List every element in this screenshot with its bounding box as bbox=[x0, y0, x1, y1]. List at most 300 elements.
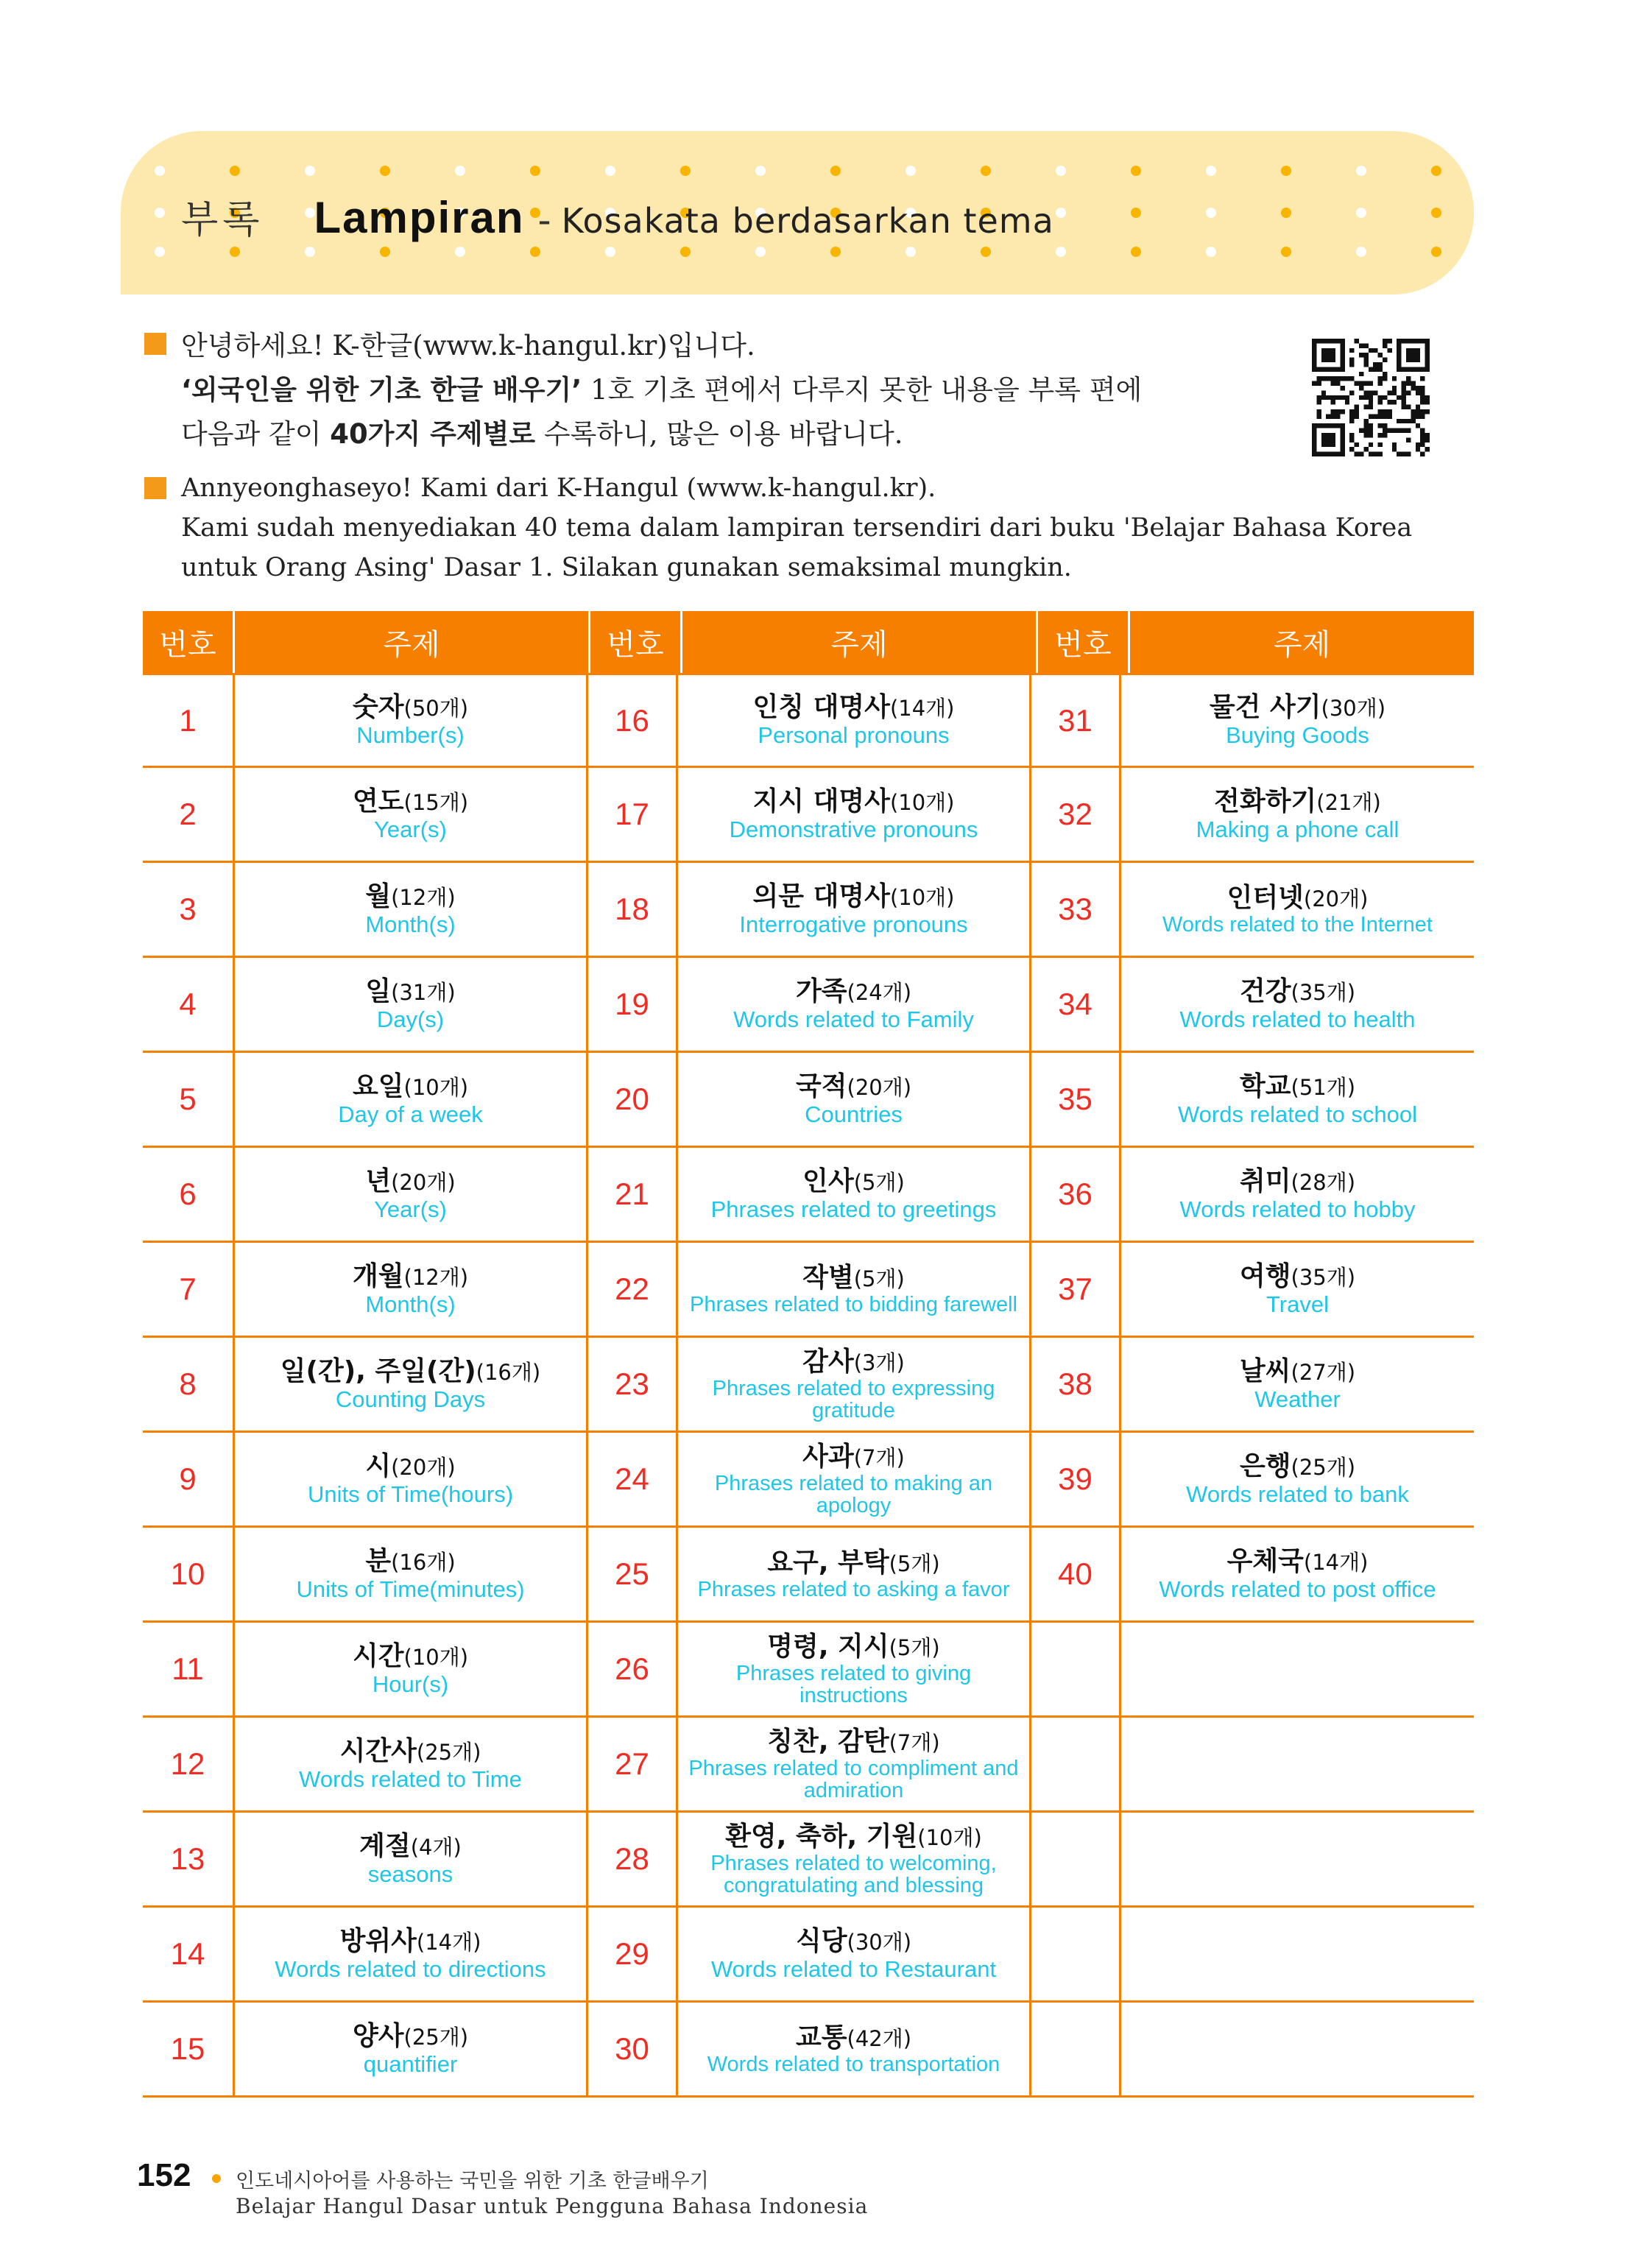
bullet-square-icon bbox=[144, 333, 166, 355]
topic-cell bbox=[676, 2003, 1029, 2095]
topic-korean bbox=[1240, 1357, 1355, 1387]
topic-korean-word: 방위사 bbox=[339, 1925, 417, 1956]
banner-dot bbox=[605, 166, 615, 176]
word-count: (20개) bbox=[391, 1454, 456, 1480]
topic-english: Units of Time(hours) bbox=[307, 1481, 514, 1507]
topic-english: Month(s) bbox=[365, 911, 456, 937]
topic-number: 40 bbox=[1029, 1528, 1119, 1620]
topic-number: 19 bbox=[586, 958, 676, 1051]
header-topic: 주제 bbox=[1128, 611, 1474, 673]
footer-book-title-ko: 인도네시아어를 사용하는 국민을 위한 기초 한글배우기 bbox=[236, 2170, 709, 2193]
topic-korean bbox=[1214, 787, 1381, 817]
topic-korean bbox=[767, 1632, 939, 1662]
topic-korean-word: 식당 bbox=[795, 1925, 847, 1956]
header-number: 번호 bbox=[143, 611, 233, 673]
topic-number: 29 bbox=[586, 1908, 676, 2000]
banner-dot bbox=[530, 247, 540, 257]
banner-dot bbox=[230, 247, 240, 257]
topic-cell bbox=[1119, 863, 1474, 956]
topic-cell bbox=[1119, 1053, 1474, 1146]
intro-id-line-1: Annyeonghaseyo! Kami dari K-Hangul (www.k-hangul.kr). bbox=[181, 473, 936, 503]
word-count: (21개) bbox=[1316, 789, 1381, 815]
word-count: (7개) bbox=[853, 1445, 905, 1470]
banner-dots-bottom bbox=[155, 247, 1450, 257]
topic-korean bbox=[365, 1547, 455, 1577]
header-topic: 주제 bbox=[233, 611, 588, 673]
topic-korean-word: 연도 bbox=[352, 786, 404, 816]
topic-korean-word: 분 bbox=[365, 1545, 392, 1576]
intro-ko-line-3-rest: 수록하니, 많은 이용 바랍니다. bbox=[535, 418, 903, 450]
intro-ko-line-1: 안녕하세요! K-한글(www.k-hangul.kr)입니다. bbox=[181, 330, 755, 361]
banner-dot bbox=[1206, 166, 1216, 176]
word-count: (4개) bbox=[410, 1834, 462, 1860]
topic-number: 37 bbox=[1029, 1243, 1119, 1336]
table-row bbox=[143, 1623, 1474, 1718]
topic-korean bbox=[802, 1167, 905, 1197]
topic-number: 20 bbox=[586, 1053, 676, 1146]
topic-number: 4 bbox=[179, 987, 197, 1021]
topic-english: Personal pronouns bbox=[758, 722, 950, 748]
intro-ko-line-2-rest: 1호 기초 편에서 다루지 못한 내용을 부록 편에 bbox=[582, 374, 1143, 406]
table-row bbox=[143, 1813, 1474, 1908]
banner-dot bbox=[605, 247, 615, 257]
banner-dot bbox=[830, 247, 841, 257]
topic-number: 13 bbox=[170, 1841, 205, 1876]
topic-korean bbox=[1227, 1547, 1369, 1577]
banner-dot bbox=[305, 247, 315, 257]
topic-korean-word: 양사 bbox=[352, 2020, 404, 2051]
topic-korean-word: 가족 bbox=[795, 976, 847, 1006]
topic-korean-word: 요일 bbox=[352, 1070, 404, 1101]
word-count: (35개) bbox=[1291, 979, 1356, 1005]
topic-korean-word: 건강 bbox=[1239, 976, 1291, 1006]
topic-korean bbox=[802, 1263, 905, 1294]
topic-korean-word: 칭찬, 감탄 bbox=[767, 1726, 889, 1757]
topic-korean-word: 계절 bbox=[359, 1830, 411, 1861]
banner-dot bbox=[1356, 247, 1366, 257]
topic-number: 18 bbox=[586, 863, 676, 956]
word-count: (12개) bbox=[403, 1264, 469, 1290]
topic-korean-word: 여행 bbox=[1239, 1260, 1291, 1291]
footer-book-title-id: Belajar Hangul Dasar untuk Pengguna Bahasa Indonesia bbox=[236, 2194, 869, 2218]
topic-korean bbox=[1240, 1167, 1355, 1197]
topic-english: Words related to Time bbox=[299, 1766, 522, 1792]
topic-english: Phrases related to giving instructions bbox=[735, 1661, 972, 1707]
banner-dot bbox=[1056, 208, 1066, 218]
banner-dot bbox=[755, 247, 766, 257]
topic-number: 23 bbox=[586, 1338, 676, 1431]
word-count: (31개) bbox=[391, 979, 456, 1005]
topic-english: Day of a week bbox=[338, 1101, 483, 1127]
topic-korean bbox=[365, 1452, 455, 1482]
word-count: (10개) bbox=[889, 884, 955, 910]
topic-english: Number(s) bbox=[356, 722, 465, 748]
word-count: (5개) bbox=[853, 1169, 905, 1195]
topic-cell bbox=[676, 863, 1029, 956]
topic-english: Travel bbox=[1266, 1291, 1329, 1317]
banner-dot bbox=[1356, 166, 1366, 176]
topic-korean bbox=[353, 787, 468, 817]
table-row bbox=[143, 1243, 1474, 1338]
topic-korean-word: 월 bbox=[365, 881, 392, 911]
topic-number: 21 bbox=[586, 1148, 676, 1241]
topic-number: 39 bbox=[1029, 1433, 1119, 1525]
topic-cell bbox=[233, 1433, 586, 1525]
topic-number: 15 bbox=[170, 2031, 205, 2066]
banner-dot bbox=[455, 166, 465, 176]
topic-number bbox=[1029, 1718, 1119, 1810]
topic-english: Units of Time(minutes) bbox=[296, 1576, 525, 1602]
topic-english: Phrases related to expressing gratitude bbox=[712, 1376, 995, 1422]
topic-cell bbox=[1119, 1718, 1474, 1810]
topic-english: seasons bbox=[367, 1860, 453, 1887]
word-count: (5개) bbox=[853, 1266, 905, 1291]
topic-cell bbox=[233, 1338, 586, 1431]
word-count: (35개) bbox=[1291, 1264, 1356, 1290]
page-title bbox=[181, 188, 1054, 240]
topic-english: Words related to directions bbox=[275, 1955, 546, 1982]
topic-number: 9 bbox=[179, 1461, 197, 1496]
topic-cell bbox=[1119, 958, 1474, 1051]
table-row bbox=[143, 1053, 1474, 1148]
topic-cell bbox=[233, 863, 586, 956]
word-count: (50개) bbox=[403, 696, 469, 721]
word-count: (20개) bbox=[391, 1169, 456, 1195]
word-count: (25개) bbox=[403, 2024, 469, 2050]
topic-korean bbox=[796, 2023, 911, 2053]
table-row bbox=[143, 768, 1474, 863]
table-row bbox=[143, 1148, 1474, 1243]
topic-english: Year(s) bbox=[374, 816, 447, 842]
topic-english: Demonstrative pronouns bbox=[729, 816, 978, 842]
topic-english: quantifier bbox=[363, 2050, 458, 2077]
topic-korean bbox=[365, 1167, 455, 1197]
banner-dot bbox=[380, 166, 390, 176]
word-count: (30개) bbox=[847, 1929, 912, 1955]
word-count: (16개) bbox=[391, 1549, 456, 1575]
topic-korean-word: 국적 bbox=[795, 1070, 847, 1101]
topic-number: 22 bbox=[586, 1243, 676, 1336]
topic-cell bbox=[676, 675, 1029, 766]
topic-korean bbox=[359, 1832, 462, 1862]
topic-english: Words related to bank bbox=[1186, 1481, 1409, 1507]
word-count: (5개) bbox=[889, 1551, 940, 1576]
topic-korean bbox=[340, 1927, 481, 1957]
banner-dot bbox=[155, 247, 165, 257]
topic-number bbox=[1029, 2003, 1119, 2095]
topic-korean-word: 시간사 bbox=[339, 1735, 417, 1766]
banner-dot bbox=[1431, 247, 1441, 257]
topic-cell bbox=[676, 1528, 1029, 1620]
word-count: (14개) bbox=[889, 696, 955, 721]
word-count: (10개) bbox=[403, 1644, 469, 1670]
banner-dot bbox=[981, 247, 991, 257]
banner-dot bbox=[1131, 247, 1141, 257]
table-row bbox=[143, 673, 1474, 768]
topic-cell bbox=[676, 1148, 1029, 1241]
topic-number: 17 bbox=[586, 768, 676, 861]
topic-english: Phrases related to asking a favor bbox=[697, 1577, 1010, 1601]
word-count: (28개) bbox=[1291, 1169, 1356, 1195]
topic-korean bbox=[796, 977, 911, 1007]
banner-dot bbox=[680, 247, 691, 257]
banner-dot bbox=[155, 208, 165, 218]
topic-number: 28 bbox=[586, 1813, 676, 1905]
bullet-square-icon bbox=[144, 477, 166, 499]
topic-number: 34 bbox=[1029, 958, 1119, 1051]
topic-english: Countries bbox=[805, 1101, 903, 1127]
word-count: (15개) bbox=[403, 789, 469, 815]
topic-korean bbox=[802, 1347, 905, 1378]
topic-cell bbox=[233, 1718, 586, 1810]
topic-korean-word: 학교 bbox=[1239, 1070, 1291, 1101]
topic-number: 26 bbox=[586, 1623, 676, 1715]
topic-english: Words related to health bbox=[1179, 1006, 1416, 1032]
topic-korean-word: 사과 bbox=[802, 1441, 854, 1472]
topic-english: Phrases related to bidding farewell bbox=[690, 1292, 1017, 1316]
topic-cell bbox=[676, 1433, 1029, 1525]
topic-korean-word: 개월 bbox=[352, 1260, 404, 1291]
banner-dot bbox=[530, 166, 540, 176]
topic-korean-word: 명령, 지시 bbox=[767, 1631, 889, 1662]
banner-dot bbox=[380, 247, 390, 257]
topic-number: 25 bbox=[586, 1528, 676, 1620]
word-count: (12개) bbox=[391, 884, 456, 910]
qr-code-icon[interactable] bbox=[1312, 339, 1430, 456]
topic-korean bbox=[796, 1072, 911, 1102]
word-count: (42개) bbox=[847, 2025, 912, 2051]
word-count: (14개) bbox=[416, 1929, 481, 1955]
topic-korean-word: 은행 bbox=[1239, 1450, 1291, 1481]
topic-korean bbox=[353, 2022, 468, 2052]
topic-korean-word: 년 bbox=[365, 1165, 392, 1196]
topic-english: Interrogative pronouns bbox=[739, 911, 968, 937]
topic-number: 16 bbox=[586, 675, 676, 766]
topic-korean bbox=[1240, 1072, 1355, 1102]
table-row bbox=[143, 1338, 1474, 1433]
banner-dot bbox=[1431, 166, 1441, 176]
topic-number: 27 bbox=[586, 1718, 676, 1810]
topic-number: 32 bbox=[1029, 768, 1119, 861]
topic-korean-word: 시 bbox=[365, 1450, 392, 1481]
table-row bbox=[143, 863, 1474, 958]
topic-cell bbox=[233, 1243, 586, 1336]
topic-cell bbox=[676, 1908, 1029, 2000]
topic-number: 12 bbox=[170, 1746, 205, 1781]
topic-english: Words related to school bbox=[1177, 1101, 1418, 1127]
topic-cell bbox=[676, 1053, 1029, 1146]
topic-korean bbox=[725, 1822, 982, 1852]
topic-cell bbox=[1119, 768, 1474, 861]
banner-dot bbox=[1281, 247, 1291, 257]
topic-cell bbox=[1119, 1528, 1474, 1620]
banner-dot bbox=[1056, 166, 1066, 176]
topic-number: 31 bbox=[1029, 675, 1119, 766]
banner-dot bbox=[906, 247, 916, 257]
topic-english: Phrases related to making an apology bbox=[714, 1471, 993, 1517]
topic-number bbox=[1029, 1813, 1119, 1905]
topic-cell bbox=[1119, 1433, 1474, 1525]
topic-number: 33 bbox=[1029, 863, 1119, 956]
topic-cell bbox=[1119, 1243, 1474, 1336]
topic-number: 10 bbox=[170, 1556, 205, 1591]
topic-number: 8 bbox=[179, 1366, 197, 1401]
intro-id-line-2: Kami sudah menyediakan 40 tema dalam lampiran tersendiri dari buku 'Belajar Bahasa Korea bbox=[181, 513, 1413, 543]
topic-english: Words related to Family bbox=[733, 1006, 974, 1032]
intro-ko-line-2 bbox=[181, 368, 1315, 412]
topic-korean-word: 요구, 부탁 bbox=[767, 1547, 889, 1578]
word-count: (20개) bbox=[847, 1074, 912, 1100]
topic-korean-word: 인사 bbox=[802, 1165, 854, 1196]
word-count: (7개) bbox=[889, 1729, 940, 1755]
topic-number: 36 bbox=[1029, 1148, 1119, 1241]
topic-korean-word: 감사 bbox=[802, 1346, 854, 1377]
topic-cell bbox=[676, 768, 1029, 861]
topic-number: 24 bbox=[586, 1433, 676, 1525]
topic-number: 3 bbox=[179, 892, 197, 926]
topic-korean-word: 물건 사기 bbox=[1209, 692, 1321, 722]
banner-dot bbox=[1056, 247, 1066, 257]
topic-cell bbox=[233, 2003, 586, 2095]
page-number: 152 bbox=[137, 2157, 191, 2193]
banner-dot bbox=[455, 247, 465, 257]
banner-dot bbox=[155, 166, 165, 176]
topic-english: Counting Days bbox=[335, 1386, 486, 1412]
banner-dot bbox=[305, 166, 315, 176]
topic-english: Buying Goods bbox=[1226, 722, 1369, 748]
word-count: (20개) bbox=[1303, 886, 1369, 911]
topic-korean-word: 교통 bbox=[795, 2022, 847, 2053]
topic-english: Weather bbox=[1254, 1386, 1341, 1412]
topic-english: Making a phone call bbox=[1196, 816, 1399, 842]
topic-cell bbox=[1119, 1623, 1474, 1715]
topic-korean bbox=[353, 693, 468, 723]
topic-cell bbox=[233, 768, 586, 861]
topic-korean bbox=[1210, 693, 1386, 723]
banner-dots-top bbox=[155, 166, 1450, 176]
topic-cell bbox=[233, 958, 586, 1051]
topic-cell bbox=[1119, 675, 1474, 766]
table-row bbox=[143, 1718, 1474, 1813]
topic-korean-word: 일(간), 주일(간) bbox=[280, 1355, 476, 1386]
topic-cell bbox=[1119, 1148, 1474, 1241]
banner-dot bbox=[1356, 208, 1366, 218]
topic-korean bbox=[753, 882, 955, 912]
topic-number: 2 bbox=[179, 797, 197, 831]
topic-cell bbox=[233, 675, 586, 766]
topic-cell bbox=[676, 1623, 1029, 1715]
topic-korean bbox=[796, 1927, 911, 1957]
topic-korean bbox=[353, 1072, 468, 1102]
intro-indonesian bbox=[181, 468, 1492, 588]
topic-english: Words related to hobby bbox=[1179, 1196, 1416, 1222]
topic-english: Phrases related to welcoming, congratulating and blessing bbox=[710, 1851, 997, 1897]
header-number: 번호 bbox=[588, 611, 680, 673]
topic-english: Day(s) bbox=[376, 1006, 445, 1032]
banner-dot bbox=[1206, 247, 1216, 257]
topic-korean bbox=[753, 693, 955, 723]
banner-dot bbox=[1431, 208, 1441, 218]
topic-korean-word: 인터넷 bbox=[1226, 882, 1304, 913]
banner-dot bbox=[1281, 166, 1291, 176]
footer-dot bbox=[212, 2174, 221, 2183]
topic-korean-word: 환영, 축하, 기원 bbox=[725, 1821, 918, 1852]
table-body bbox=[143, 673, 1474, 2098]
topic-korean bbox=[753, 787, 955, 817]
topic-number bbox=[1029, 1623, 1119, 1715]
topic-cell bbox=[233, 1528, 586, 1620]
topic-english: Phrases related to compliment and admiration bbox=[688, 1756, 1019, 1802]
topic-cell bbox=[1119, 2003, 1474, 2095]
word-count: (10개) bbox=[403, 1074, 469, 1100]
topic-cell bbox=[676, 958, 1029, 1051]
word-count: (10개) bbox=[917, 1824, 982, 1850]
table-row bbox=[143, 1908, 1474, 2003]
banner-dot bbox=[230, 166, 240, 176]
topic-cell bbox=[233, 1813, 586, 1905]
topic-english: Hour(s) bbox=[372, 1671, 449, 1697]
header-topic: 주제 bbox=[680, 611, 1036, 673]
header-number: 번호 bbox=[1036, 611, 1128, 673]
banner-dot bbox=[830, 166, 841, 176]
topic-number bbox=[1029, 1908, 1119, 2000]
banner-dot bbox=[755, 166, 766, 176]
topic-number: 35 bbox=[1029, 1053, 1119, 1146]
topic-korean bbox=[340, 1737, 481, 1767]
appendix-label: 부록 bbox=[181, 198, 264, 242]
topic-korean bbox=[1240, 1452, 1355, 1482]
topic-english: Month(s) bbox=[365, 1291, 456, 1317]
word-count: (30개) bbox=[1321, 696, 1386, 721]
intro-ko-line-3-pre: 다음과 같이 bbox=[181, 418, 331, 450]
word-count: (3개) bbox=[853, 1350, 905, 1375]
topic-cell bbox=[1119, 1338, 1474, 1431]
topic-korean bbox=[365, 882, 455, 912]
topic-english: Year(s) bbox=[374, 1196, 447, 1222]
topic-cell bbox=[1119, 1813, 1474, 1905]
topic-korean bbox=[1240, 977, 1355, 1007]
topic-number: 30 bbox=[586, 2003, 676, 2095]
topic-cell bbox=[233, 1053, 586, 1146]
topic-korean bbox=[802, 1442, 905, 1472]
topic-number: 38 bbox=[1029, 1338, 1119, 1431]
topic-korean-word: 날씨 bbox=[1239, 1355, 1291, 1386]
intro-ko-line-3 bbox=[181, 412, 1315, 456]
topic-korean-word: 숫자 bbox=[352, 692, 404, 722]
topic-cell bbox=[1119, 1908, 1474, 2000]
topic-cell bbox=[676, 1813, 1029, 1905]
title-subtitle: Kosakata berdasarkan tema bbox=[561, 201, 1054, 241]
banner-dot bbox=[1206, 208, 1216, 218]
topic-number: 1 bbox=[179, 702, 197, 738]
table-header bbox=[143, 611, 1474, 673]
topic-korean-word: 전화하기 bbox=[1214, 786, 1317, 816]
topic-korean-word: 지시 대명사 bbox=[752, 786, 890, 816]
topic-korean bbox=[767, 1727, 939, 1757]
topic-cell bbox=[233, 1623, 586, 1715]
banner-dot bbox=[1281, 208, 1291, 218]
topic-korean-word: 일 bbox=[365, 976, 392, 1006]
topic-english: Words related to transportation bbox=[707, 2052, 1000, 2076]
topic-korean bbox=[365, 977, 455, 1007]
topic-cell bbox=[676, 1718, 1029, 1810]
title-separator: - bbox=[537, 199, 551, 241]
topic-cell bbox=[233, 1148, 586, 1241]
topic-korean-word: 작별 bbox=[802, 1262, 854, 1293]
table-row bbox=[143, 1528, 1474, 1623]
word-count: (14개) bbox=[1303, 1549, 1369, 1575]
topic-cell bbox=[233, 1908, 586, 2000]
